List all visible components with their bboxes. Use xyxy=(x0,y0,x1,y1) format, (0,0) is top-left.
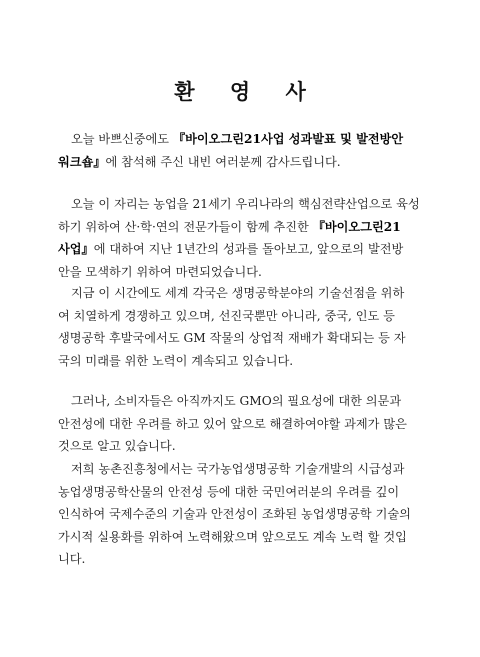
text-line xyxy=(58,413,430,436)
paragraph-rda-commitment xyxy=(58,458,430,571)
text-line xyxy=(58,503,430,526)
text-line xyxy=(58,481,430,504)
text-line xyxy=(58,193,430,216)
body-text: 에 참석해 주신 내빈 여러분께 감사드립니다. xyxy=(105,154,341,169)
body-text: 가시적 실용화를 위하여 노력해왔으며 앞으로도 계속 노력 할 것입 xyxy=(58,529,407,544)
body-text: 안전성에 대한 우려를 하고 있어 앞으로 해결하여야할 과제가 많은 xyxy=(58,416,407,431)
text-line xyxy=(58,548,430,571)
paragraph-greeting xyxy=(58,128,430,173)
text-line xyxy=(58,282,430,305)
text-line xyxy=(58,261,430,284)
text-line xyxy=(58,458,430,481)
body-text: 농업생명공학산물의 안전성 등에 대한 국민여러분의 우려를 깊이 xyxy=(58,484,400,499)
text-line xyxy=(58,390,430,413)
emphasized-text: 사업』 xyxy=(58,242,94,256)
text-line xyxy=(58,216,430,239)
text-line xyxy=(58,350,430,373)
text-line xyxy=(58,435,430,458)
page-title: 환 영 사 xyxy=(174,79,320,104)
body-text: 하기 위하여 산·학·연의 전문가들이 함께 추진한 xyxy=(58,219,313,234)
body-text: 오늘 이 자리는 농업을 21세기 우리나라의 핵심전략산업으로 육성 xyxy=(71,197,420,211)
body-text: 에 대하여 지난 1년간의 성과를 돌아보고, 앞으로의 발전방 xyxy=(93,242,404,256)
paragraph-global-competition xyxy=(58,282,430,372)
body-text: 오늘 바쁘신중에도 xyxy=(71,132,173,146)
body-text: 그러나, 소비자들은 아직까지도 GMO의 필요성에 대한 의문과 xyxy=(71,394,402,408)
text-line xyxy=(58,305,430,328)
body-text: 생명공학 후발국에서도 GM 작물의 상업적 재배가 확대되는 등 자 xyxy=(58,331,406,345)
emphasized-text: 『바이오그린21사업 성과발표 및 발전방안 xyxy=(172,132,404,146)
body-text: 안을 모색하기 위하여 마련되었습니다. xyxy=(58,264,262,279)
body-text: 저희 농촌진흥청에서는 국가농업생명공학 기술개발의 시급성과 xyxy=(71,462,405,476)
emphasized-text: 『바이오그린21 xyxy=(312,219,401,234)
body-text: 인식하여 국제수준의 기술과 안전성이 조화된 농업생명공학 기술의 xyxy=(58,507,411,521)
text-line xyxy=(58,526,430,549)
text-line xyxy=(58,151,430,174)
body-text: 니다. xyxy=(58,552,86,566)
text-line xyxy=(58,128,430,151)
paragraph-consumer-concerns xyxy=(58,390,430,458)
paragraph-purpose xyxy=(58,193,430,283)
body-text: 여 치열하게 경쟁하고 있으며, 선진국뿐만 아니라, 중국, 인도 등 xyxy=(58,308,395,323)
body-text: 국의 미래를 위한 노력이 계속되고 있습니다. xyxy=(58,353,294,368)
text-line xyxy=(58,327,430,350)
body-text: 지금 이 시간에도 세계 각국은 생명공학분야의 기술선점을 위하 xyxy=(71,286,405,300)
text-line xyxy=(58,238,430,261)
emphasized-text: 워크숍』 xyxy=(58,154,106,169)
body-text: 것으로 알고 있습니다. xyxy=(58,439,176,453)
